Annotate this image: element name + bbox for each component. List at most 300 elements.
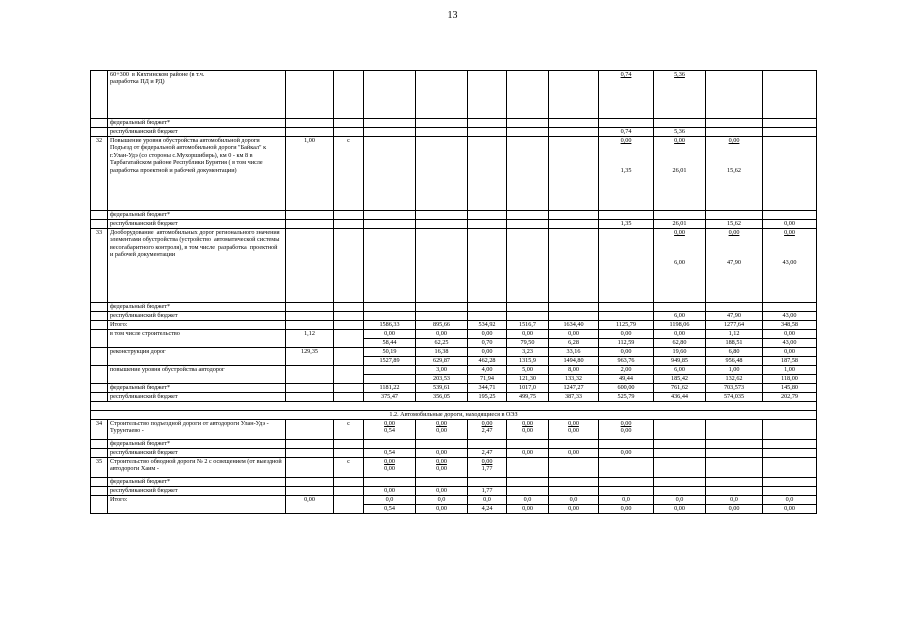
breakdown-label: Итого:	[108, 496, 286, 514]
value-cell	[416, 220, 468, 229]
value-cell	[599, 420, 654, 440]
value-cell	[599, 440, 654, 449]
value-cell: 185,42	[654, 375, 706, 384]
value-top: 5,36	[674, 71, 685, 78]
value-cell: 47,90	[706, 312, 763, 321]
value-cell: 0,00	[364, 330, 416, 339]
type-cell	[334, 440, 364, 449]
value-cell	[468, 229, 507, 303]
row-number-cell	[91, 496, 108, 514]
value-bottom: 0,00	[436, 427, 447, 435]
budget-row	[91, 449, 817, 458]
value-cell: 121,30	[507, 375, 549, 384]
project-row	[91, 137, 817, 211]
value-cell	[549, 458, 599, 478]
row-label: федеральный бюджет*	[108, 119, 286, 128]
value-cell	[763, 487, 817, 496]
value-cell: 0,70	[468, 339, 507, 348]
value-cell	[763, 440, 817, 449]
value-cell	[763, 137, 817, 211]
value-cell: 79,50	[507, 339, 549, 348]
value-bottom: 15,62	[727, 167, 741, 175]
type-value: с	[334, 458, 364, 478]
row-number-cell	[91, 478, 108, 487]
value-cell: 62,25	[416, 339, 468, 348]
value-cell: 387,33	[549, 393, 599, 402]
project-row	[91, 458, 817, 478]
value-cell	[706, 440, 763, 449]
row-label: республиканский бюджет	[108, 220, 286, 229]
capacity-value: 1,00	[286, 137, 334, 211]
budget-row	[91, 312, 817, 321]
type-value: с	[334, 137, 364, 211]
value-cell: 50,19	[364, 348, 416, 357]
value-cell: 895,66	[416, 321, 468, 330]
value-cell	[706, 478, 763, 487]
type-cell	[334, 119, 364, 128]
value-cell	[468, 440, 507, 449]
value-cell	[507, 312, 549, 321]
value-top: 0,74	[620, 71, 632, 78]
value-cell: 112,59	[599, 339, 654, 348]
value-cell	[706, 137, 763, 211]
value-cell	[654, 478, 706, 487]
value-top: 0,00	[384, 458, 395, 465]
value-top: 0,00	[620, 137, 632, 144]
value-cell	[468, 128, 507, 137]
value-cell	[364, 366, 416, 375]
value-cell	[599, 229, 654, 303]
project-name: Дооборудование автомобильных дорог регионального значения элементами обустройства (устройство автоматической системы весогабаритного контроля), в том числе разработка проектной и рабочей документации	[108, 229, 286, 303]
value-cell	[364, 303, 416, 312]
project-row	[91, 229, 817, 303]
capacity-cell	[286, 303, 334, 312]
value-cell	[468, 137, 507, 211]
value-cell	[763, 128, 817, 137]
value-top: 0,00	[620, 420, 632, 427]
value-cell	[364, 440, 416, 449]
value-cell	[706, 128, 763, 137]
row-number-cell	[91, 303, 108, 312]
value-cell: 132,62	[706, 375, 763, 384]
value-cell: 0,54	[364, 449, 416, 458]
value-cell	[364, 119, 416, 128]
type-cell	[334, 449, 364, 458]
value-cell: 6,00	[654, 312, 706, 321]
value-cell	[549, 229, 599, 303]
spacer-cell	[91, 402, 817, 411]
value-cell: 2,47	[468, 449, 507, 458]
value-cell: 462,28	[468, 357, 507, 366]
value-cell	[507, 487, 549, 496]
value-cell	[468, 303, 507, 312]
budget-row	[91, 384, 817, 393]
row-label: федеральный бюджет*	[108, 440, 286, 449]
value-cell: 534,92	[468, 321, 507, 330]
value-cell: 0,74	[599, 128, 654, 137]
value-cell	[706, 420, 763, 440]
value-cell: 0,0	[599, 496, 654, 505]
value-cell	[364, 128, 416, 137]
value-cell: 703,573	[706, 384, 763, 393]
value-cell	[763, 71, 817, 119]
value-top: 0,00	[784, 229, 795, 236]
row-number-cell	[91, 487, 108, 496]
row-label: республиканский бюджет	[108, 393, 286, 402]
budget-row	[91, 393, 817, 402]
value-cell	[599, 487, 654, 496]
value-cell	[468, 119, 507, 128]
value-cell: 1634,40	[549, 321, 599, 330]
value-cell	[468, 220, 507, 229]
value-cell: 58,44	[364, 339, 416, 348]
value-cell	[507, 220, 549, 229]
value-bottom: 2,47	[481, 427, 493, 435]
value-cell: 0,00	[364, 487, 416, 496]
value-cell: 0,00	[416, 487, 468, 496]
row-label: республиканский бюджет	[108, 487, 286, 496]
value-cell: 1315,9	[507, 357, 549, 366]
value-cell: 0,00	[599, 348, 654, 357]
value-cell: 1516,7	[507, 321, 549, 330]
value-cell: 1125,79	[599, 321, 654, 330]
value-top: 0,00	[674, 137, 685, 144]
value-cell: 0,0	[416, 496, 468, 505]
value-cell: 2,00	[599, 366, 654, 375]
value-cell	[599, 312, 654, 321]
value-bottom: 1,35	[620, 167, 632, 175]
budget-row	[91, 119, 817, 128]
value-bottom: 6,00	[674, 259, 685, 267]
value-cell: 375,47	[364, 393, 416, 402]
value-cell	[507, 420, 549, 440]
value-cell	[549, 303, 599, 312]
value-cell	[507, 119, 549, 128]
project-name: Строительство обводной дороги № 2 с освещением (от выездной автодороги Хаим -	[108, 458, 286, 478]
budget-table-container	[90, 70, 817, 514]
value-cell: 0,0	[706, 496, 763, 505]
row-number-cell	[91, 211, 108, 220]
type-cell	[334, 303, 364, 312]
value-cell	[507, 71, 549, 119]
value-cell	[654, 137, 706, 211]
value-cell: 43,00	[763, 339, 817, 348]
value-cell	[599, 478, 654, 487]
value-cell	[364, 220, 416, 229]
value-cell: 1277,64	[706, 321, 763, 330]
value-cell: 0,0	[507, 496, 549, 505]
value-cell: 0,0	[468, 496, 507, 505]
value-cell: 356,05	[416, 393, 468, 402]
value-cell	[599, 71, 654, 119]
value-cell: 1494,80	[549, 357, 599, 366]
value-cell	[507, 303, 549, 312]
value-cell: 949,85	[654, 357, 706, 366]
value-cell	[507, 478, 549, 487]
project-number: 33	[91, 229, 108, 303]
value-cell: 0,00	[763, 220, 817, 229]
row-number-cell	[91, 119, 108, 128]
value-cell	[364, 229, 416, 303]
capacity-value: 1,12	[286, 330, 334, 348]
type-cell	[334, 384, 364, 393]
value-cell: 26,01	[654, 220, 706, 229]
value-cell	[549, 312, 599, 321]
capacity-cell	[286, 487, 334, 496]
value-cell: 71,94	[468, 375, 507, 384]
value-cell: 0,0	[549, 496, 599, 505]
capacity-cell	[286, 119, 334, 128]
breakdown-row	[91, 496, 817, 505]
value-top: 0,00	[436, 458, 447, 465]
section-row	[91, 411, 817, 420]
value-cell: 15,62	[706, 220, 763, 229]
row-number-cell	[91, 393, 108, 402]
row-label: федеральный бюджет*	[108, 478, 286, 487]
value-cell: 0,54	[364, 505, 416, 514]
value-cell: 761,62	[654, 384, 706, 393]
value-cell	[416, 211, 468, 220]
value-cell	[549, 71, 599, 119]
type-value	[334, 71, 364, 119]
capacity-cell	[286, 211, 334, 220]
breakdown-label: реконструкция дорог	[108, 348, 286, 366]
budget-table	[90, 70, 817, 514]
capacity-value	[286, 71, 334, 119]
value-top: 0,00	[481, 458, 493, 465]
value-cell: 195,25	[468, 393, 507, 402]
value-cell	[364, 375, 416, 384]
value-cell: 202,79	[763, 393, 817, 402]
value-cell	[468, 458, 507, 478]
value-cell: 203,53	[416, 375, 468, 384]
row-number-cell	[91, 366, 108, 384]
value-cell: 5,00	[507, 366, 549, 375]
row-label: федеральный бюджет*	[108, 384, 286, 393]
value-cell: 0,00	[507, 505, 549, 514]
value-cell: 19,60	[654, 348, 706, 357]
value-cell	[549, 487, 599, 496]
value-cell	[654, 458, 706, 478]
budget-row	[91, 478, 817, 487]
value-cell: 348,58	[763, 321, 817, 330]
capacity-cell	[286, 440, 334, 449]
value-cell	[654, 119, 706, 128]
budget-row	[91, 303, 817, 312]
capacity-value	[286, 458, 334, 478]
value-cell	[599, 211, 654, 220]
value-cell	[549, 119, 599, 128]
value-cell: 0,0	[364, 496, 416, 505]
value-cell: 0,0	[763, 496, 817, 505]
value-cell: 4,00	[468, 366, 507, 375]
value-cell: 43,00	[763, 312, 817, 321]
value-cell: 1,00	[706, 366, 763, 375]
value-cell: 0,00	[599, 449, 654, 458]
row-number-cell	[91, 330, 108, 348]
value-cell	[599, 458, 654, 478]
breakdown-label: повышение уровня обустройства автодорог	[108, 366, 286, 384]
value-cell: 0,00	[507, 449, 549, 458]
capacity-cell	[286, 321, 334, 330]
value-cell: 118,00	[763, 375, 817, 384]
capacity-cell	[286, 312, 334, 321]
value-bottom: 1,77	[481, 465, 493, 473]
row-number-cell	[91, 348, 108, 366]
value-top: 0,00	[674, 229, 685, 236]
value-cell	[599, 119, 654, 128]
value-bottom: 26,01	[672, 167, 687, 175]
value-cell	[654, 420, 706, 440]
value-cell	[654, 449, 706, 458]
value-top: 0,00	[522, 420, 533, 427]
value-cell: 1,00	[763, 366, 817, 375]
value-cell	[364, 71, 416, 119]
value-bottom: 0,00	[568, 427, 579, 435]
budget-row	[91, 321, 817, 330]
budget-row	[91, 128, 817, 137]
value-bottom: 0,00	[436, 465, 447, 473]
value-cell	[763, 458, 817, 478]
capacity-value	[286, 420, 334, 440]
value-cell: 4,24	[468, 505, 507, 514]
budget-row	[91, 211, 817, 220]
value-cell	[507, 211, 549, 220]
value-cell	[599, 303, 654, 312]
capacity-cell	[286, 449, 334, 458]
value-cell: 629,87	[416, 357, 468, 366]
capacity-cell	[286, 393, 334, 402]
value-cell	[654, 487, 706, 496]
value-cell	[416, 119, 468, 128]
value-cell	[706, 229, 763, 303]
value-cell: 499,75	[507, 393, 549, 402]
value-cell	[507, 458, 549, 478]
value-cell: 0,00	[468, 348, 507, 357]
value-cell	[416, 312, 468, 321]
value-cell: 0,00	[549, 505, 599, 514]
value-cell: 1586,33	[364, 321, 416, 330]
value-cell: 1247,27	[549, 384, 599, 393]
value-cell: 0,00	[416, 505, 468, 514]
value-cell: 6,00	[654, 366, 706, 375]
value-cell: 187,58	[763, 357, 817, 366]
value-cell: 133,32	[549, 375, 599, 384]
value-cell	[549, 128, 599, 137]
breakdown-row	[91, 348, 817, 357]
value-cell: 1,35	[599, 220, 654, 229]
type-value: с	[334, 420, 364, 440]
value-cell	[507, 137, 549, 211]
value-cell: 0,00	[549, 449, 599, 458]
value-cell: 1017,0	[507, 384, 549, 393]
value-cell: 6,80	[706, 348, 763, 357]
value-cell: 0,00	[763, 505, 817, 514]
value-cell: 344,71	[468, 384, 507, 393]
project-number: 34	[91, 420, 108, 440]
row-number-cell	[91, 220, 108, 229]
value-cell: 1,12	[706, 330, 763, 339]
value-cell	[763, 211, 817, 220]
value-cell	[654, 229, 706, 303]
row-label: Итого:	[108, 321, 286, 330]
value-cell	[549, 420, 599, 440]
value-cell: 0,00	[599, 505, 654, 514]
row-label: федеральный бюджет*	[108, 303, 286, 312]
value-cell	[763, 119, 817, 128]
value-bottom: 0,00	[384, 465, 395, 473]
row-label: федеральный бюджет*	[108, 211, 286, 220]
budget-row	[91, 487, 817, 496]
value-cell: 16,38	[416, 348, 468, 357]
breakdown-row	[91, 366, 817, 375]
value-cell	[468, 211, 507, 220]
row-number-cell	[91, 321, 108, 330]
value-cell: 49,44	[599, 375, 654, 384]
capacity-value: 0,00	[286, 496, 334, 514]
value-cell	[364, 137, 416, 211]
value-cell	[654, 71, 706, 119]
value-cell: 0,00	[706, 505, 763, 514]
type-cell	[334, 128, 364, 137]
value-cell	[763, 229, 817, 303]
value-bottom: 47,90	[727, 259, 741, 267]
value-cell	[706, 303, 763, 312]
value-top: 0,00	[728, 137, 740, 144]
type-cell	[334, 330, 364, 348]
value-cell	[599, 137, 654, 211]
value-cell	[416, 303, 468, 312]
value-cell: 1,77	[468, 487, 507, 496]
breakdown-label: в том числе строительство	[108, 330, 286, 348]
value-bottom: 0,54	[384, 427, 395, 435]
value-top: 0,00	[568, 420, 579, 427]
value-cell	[654, 211, 706, 220]
value-cell: 963,76	[599, 357, 654, 366]
value-top: 0,00	[728, 229, 740, 236]
value-cell	[706, 458, 763, 478]
value-cell: 145,80	[763, 384, 817, 393]
type-cell	[334, 211, 364, 220]
value-cell	[364, 478, 416, 487]
value-top: 0,00	[384, 420, 395, 427]
value-cell	[654, 440, 706, 449]
value-cell	[416, 71, 468, 119]
value-cell	[706, 71, 763, 119]
value-cell: 0,0	[654, 496, 706, 505]
value-top: 0,00	[481, 420, 493, 427]
value-cell	[507, 440, 549, 449]
value-cell	[364, 420, 416, 440]
capacity-cell	[286, 220, 334, 229]
value-cell	[507, 128, 549, 137]
row-number-cell	[91, 384, 108, 393]
value-cell	[706, 487, 763, 496]
value-cell	[416, 440, 468, 449]
capacity-cell	[286, 384, 334, 393]
row-number-cell	[91, 312, 108, 321]
value-cell	[706, 449, 763, 458]
value-cell	[468, 420, 507, 440]
value-cell: 0,00	[654, 330, 706, 339]
value-cell: 62,80	[654, 339, 706, 348]
value-cell	[549, 478, 599, 487]
value-cell	[468, 71, 507, 119]
value-cell: 0,00	[599, 330, 654, 339]
project-number	[91, 71, 108, 119]
spacer-row	[91, 402, 817, 411]
type-cell	[334, 496, 364, 514]
